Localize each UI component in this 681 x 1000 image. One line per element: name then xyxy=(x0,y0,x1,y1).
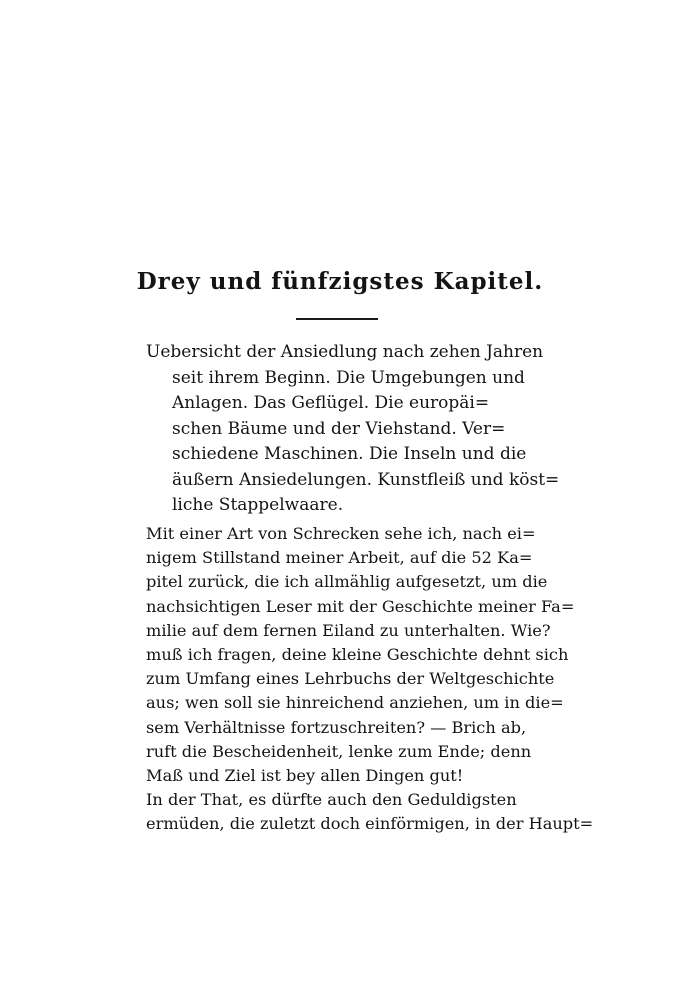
body-text xyxy=(146,522,594,837)
body-line: aus; wen soll sie hinreichend anziehen, um in die= xyxy=(146,693,564,713)
summary-line: seit ihrem Beginn. Die Umgebungen und xyxy=(172,367,525,388)
chapter-summary xyxy=(146,340,560,519)
body-line: nachsichtigen Leser mit der Geschichte meiner Fa= xyxy=(146,596,575,616)
body-line: Mit einer Art von Schrecken sehe ich, nach ei= xyxy=(146,524,536,543)
summary-line: Anlagen. Das Geflügel. Die europäi= xyxy=(172,393,490,413)
body-line: Maß und Ziel ist bey allen Dingen gut! xyxy=(146,766,464,786)
body-line: pitel zurück, die ich allmählig aufgesetzt, um die xyxy=(146,572,548,592)
body-line: sem Verhältnisse fortzuschreiten? — Brich ab, xyxy=(146,717,527,737)
body-line: milie auf dem fernen Eiland zu unterhalten. Wie? xyxy=(146,620,551,640)
title-divider xyxy=(296,318,378,320)
body-line: In der That, es dürfte auch den Geduldigsten xyxy=(146,790,517,810)
body-line: ruft die Bescheidenheit, lenke zum Ende; denn xyxy=(146,741,532,761)
summary-line: Uebersicht der Ansiedlung nach zehen Jahren xyxy=(146,342,544,362)
summary-line: äußern Ansiedelungen. Kunstfleiß und köst= xyxy=(172,469,560,490)
chapter-title: Drey und fünfzigstes Kapitel. xyxy=(136,268,544,295)
body-line: nigem Stillstand meiner Arbeit, auf die 52 Ka= xyxy=(146,548,533,568)
body-line: zum Umfang eines Lehrbuchs der Weltgeschichte xyxy=(146,669,555,689)
body-line: muß ich fragen, deine kleine Geschichte dehnt sich xyxy=(146,645,569,665)
summary-line: liche Stappelwaare. xyxy=(172,495,344,515)
body-line: ermüden, die zuletzt doch einförmigen, in der Haupt= xyxy=(146,814,594,834)
summary-line: schiedene Maschinen. Die Inseln und die xyxy=(172,444,527,464)
summary-line: schen Bäume und der Viehstand. Ver= xyxy=(172,418,506,439)
